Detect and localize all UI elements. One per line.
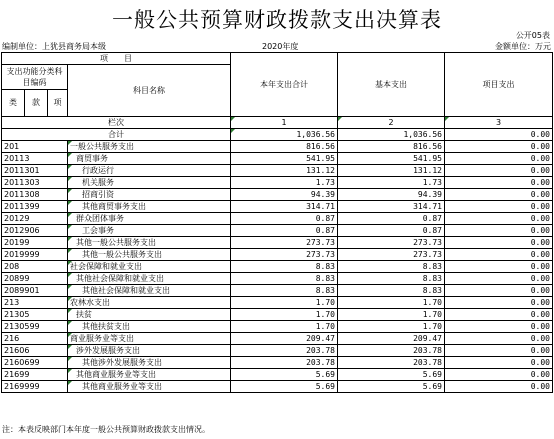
row-code: 201 [2, 141, 68, 153]
row-code: 20113 [2, 153, 68, 165]
row-code: 2011301 [2, 165, 68, 177]
row-subject-name: 行政运行 [68, 165, 231, 177]
row-basic-expenditure: 541.95 [338, 153, 445, 165]
row-project-expenditure: 0.00 [445, 369, 553, 381]
row-total-expenditure: 209.47 [231, 333, 338, 345]
row-subject-name: 其他商贸事务支出 [68, 201, 231, 213]
row-code: 20129 [2, 213, 68, 225]
row-code: 2130599 [2, 321, 68, 333]
row-project-expenditure: 0.00 [445, 309, 553, 321]
row-subject-name: 一般公共服务支出 [68, 141, 231, 153]
row-code: 2019999 [2, 249, 68, 261]
header-kuan: 款 [25, 90, 48, 117]
header-project-expenditure: 项目支出 [445, 53, 553, 117]
row-subject-name: 社会保障和就业支出 [68, 261, 231, 273]
row-total-expenditure: 816.56 [231, 141, 338, 153]
row-project-expenditure: 0.00 [445, 189, 553, 201]
row-total-expenditure: 8.83 [231, 261, 338, 273]
row-total-expenditure: 203.78 [231, 357, 338, 369]
row-total-expenditure: 1.70 [231, 297, 338, 309]
table-row [2, 249, 553, 261]
report-title: 一般公共预算财政拨款支出决算表 [112, 8, 442, 32]
row-project-expenditure: 0.00 [445, 321, 553, 333]
row-code: 21699 [2, 369, 68, 381]
row-code: 2011399 [2, 201, 68, 213]
row-subject-name: 农林水支出 [68, 297, 231, 309]
row-total-expenditure: 0.87 [231, 213, 338, 225]
row-basic-expenditure: 203.78 [338, 357, 445, 369]
fiscal-year: 2020年度 [262, 42, 299, 51]
row-project-expenditure: 0.00 [445, 261, 553, 273]
row-basic-expenditure: 273.73 [338, 249, 445, 261]
row-project-expenditure: 0.00 [445, 165, 553, 177]
row-number-label: 栏次 [2, 117, 231, 129]
row-total-expenditure: 1.70 [231, 321, 338, 333]
row-project-expenditure: 0.00 [445, 345, 553, 357]
row-total-expenditure: 314.71 [231, 201, 338, 213]
row-total-expenditure: 273.73 [231, 249, 338, 261]
row-subject-name: 其他一般公共服务支出 [68, 249, 231, 261]
table-row [2, 333, 553, 345]
row-code: 2011303 [2, 177, 68, 189]
row-subject-name: 涉外发展服务支出 [68, 345, 231, 357]
row-basic-expenditure: 8.83 [338, 285, 445, 297]
row-project-expenditure: 0.00 [445, 249, 553, 261]
total-col1: 1,036.56 [231, 129, 338, 141]
row-basic-expenditure: 94.39 [338, 189, 445, 201]
table-row [2, 189, 553, 201]
row-total-expenditure: 273.73 [231, 237, 338, 249]
compiling-unit: 编制单位：上犹县商务局本级 [2, 42, 106, 51]
table-row [2, 225, 553, 237]
row-subject-name: 其他商业服务业等支出 [68, 369, 231, 381]
col-number-1: 1 [231, 117, 338, 129]
table-row [2, 297, 553, 309]
row-code: 2089901 [2, 285, 68, 297]
amount-unit: 金额单位：万元 [495, 42, 551, 51]
row-code: 2160699 [2, 357, 68, 369]
col-number-3: 3 [445, 117, 553, 129]
row-basic-expenditure: 1.70 [338, 321, 445, 333]
row-project-expenditure: 0.00 [445, 297, 553, 309]
row-total-expenditure: 8.83 [231, 273, 338, 285]
row-subject-name: 扶贫 [68, 309, 231, 321]
total-label: 合计 [2, 129, 231, 141]
row-basic-expenditure: 8.83 [338, 261, 445, 273]
row-project-expenditure: 0.00 [445, 141, 553, 153]
footnote: 注：本表反映部门本年度一般公共预算财政拨款支出情况。 [2, 425, 210, 434]
row-basic-expenditure: 314.71 [338, 201, 445, 213]
row-subject-name: 其他扶贫支出 [68, 321, 231, 333]
row-project-expenditure: 0.00 [445, 177, 553, 189]
row-subject-name: 其他涉外发展服务支出 [68, 357, 231, 369]
row-basic-expenditure: 209.47 [338, 333, 445, 345]
row-code: 21305 [2, 309, 68, 321]
row-basic-expenditure: 131.12 [338, 165, 445, 177]
row-total-expenditure: 8.83 [231, 285, 338, 297]
row-total-expenditure: 1.73 [231, 177, 338, 189]
row-project-expenditure: 0.00 [445, 201, 553, 213]
row-basic-expenditure: 1.70 [338, 297, 445, 309]
total-col2: 1,036.56 [338, 129, 445, 141]
table-row [2, 357, 553, 369]
table-row [2, 381, 553, 393]
row-subject-name: 群众团体事务 [68, 213, 231, 225]
table-row [2, 237, 553, 249]
row-subject-name: 其他社会保障和就业支出 [68, 285, 231, 297]
row-total-expenditure: 5.69 [231, 369, 338, 381]
expenditure-table [1, 52, 553, 393]
header-subject-name: 科目名称 [68, 65, 231, 117]
row-code: 2169999 [2, 381, 68, 393]
table-row [2, 177, 553, 189]
row-project-expenditure: 0.00 [445, 213, 553, 225]
row-code: 216 [2, 333, 68, 345]
row-project-expenditure: 0.00 [445, 273, 553, 285]
header-lei: 类 [2, 90, 25, 117]
row-total-expenditure: 1.70 [231, 309, 338, 321]
header-total-expenditure: 本年支出合计 [231, 53, 338, 117]
row-code: 2012906 [2, 225, 68, 237]
header-xiang: 项 [48, 90, 68, 117]
table-row [2, 285, 553, 297]
row-code: 20899 [2, 273, 68, 285]
row-project-expenditure: 0.00 [445, 237, 553, 249]
table-row [2, 201, 553, 213]
row-basic-expenditure: 5.69 [338, 369, 445, 381]
row-project-expenditure: 0.00 [445, 225, 553, 237]
row-project-expenditure: 0.00 [445, 357, 553, 369]
row-project-expenditure: 0.00 [445, 381, 553, 393]
row-code: 208 [2, 261, 68, 273]
header-item: 项 目 [2, 53, 231, 65]
row-total-expenditure: 94.39 [231, 189, 338, 201]
table-row [2, 141, 553, 153]
row-subject-name: 其他一般公共服务支出 [68, 237, 231, 249]
total-col3: 0.00 [445, 129, 553, 141]
row-project-expenditure: 0.00 [445, 285, 553, 297]
row-basic-expenditure: 0.87 [338, 225, 445, 237]
row-basic-expenditure: 816.56 [338, 141, 445, 153]
row-total-expenditure: 0.87 [231, 225, 338, 237]
table-row [2, 345, 553, 357]
form-number: 公开05表 [515, 31, 550, 40]
row-subject-name: 机关服务 [68, 177, 231, 189]
row-code: 21606 [2, 345, 68, 357]
row-basic-expenditure: 0.87 [338, 213, 445, 225]
row-total-expenditure: 203.78 [231, 345, 338, 357]
row-total-expenditure: 541.95 [231, 153, 338, 165]
row-total-expenditure: 131.12 [231, 165, 338, 177]
row-code: 2011308 [2, 189, 68, 201]
table-row [2, 273, 553, 285]
row-basic-expenditure: 8.83 [338, 273, 445, 285]
header-function-code: 支出功能分类科目编码 [2, 65, 68, 90]
row-subject-name: 其他社会保障和就业支出 [68, 273, 231, 285]
table-row [2, 261, 553, 273]
row-subject-name: 招商引资 [68, 189, 231, 201]
header-basic-expenditure: 基本支出 [338, 53, 445, 117]
col-number-2: 2 [338, 117, 445, 129]
table-row [2, 213, 553, 225]
row-basic-expenditure: 1.70 [338, 309, 445, 321]
row-subject-name: 其他商业服务业等支出 [68, 381, 231, 393]
row-code: 213 [2, 297, 68, 309]
row-subject-name: 商贸事务 [68, 153, 231, 165]
row-project-expenditure: 0.00 [445, 153, 553, 165]
table-row [2, 369, 553, 381]
row-project-expenditure: 0.00 [445, 333, 553, 345]
table-row [2, 309, 553, 321]
row-subject-name: 商业服务业等支出 [68, 333, 231, 345]
table-row [2, 321, 553, 333]
table-row [2, 153, 553, 165]
row-subject-name: 工会事务 [68, 225, 231, 237]
row-basic-expenditure: 203.78 [338, 345, 445, 357]
row-basic-expenditure: 1.73 [338, 177, 445, 189]
row-total-expenditure: 5.69 [231, 381, 338, 393]
row-code: 20199 [2, 237, 68, 249]
row-basic-expenditure: 273.73 [338, 237, 445, 249]
row-basic-expenditure: 5.69 [338, 381, 445, 393]
table-row [2, 165, 553, 177]
